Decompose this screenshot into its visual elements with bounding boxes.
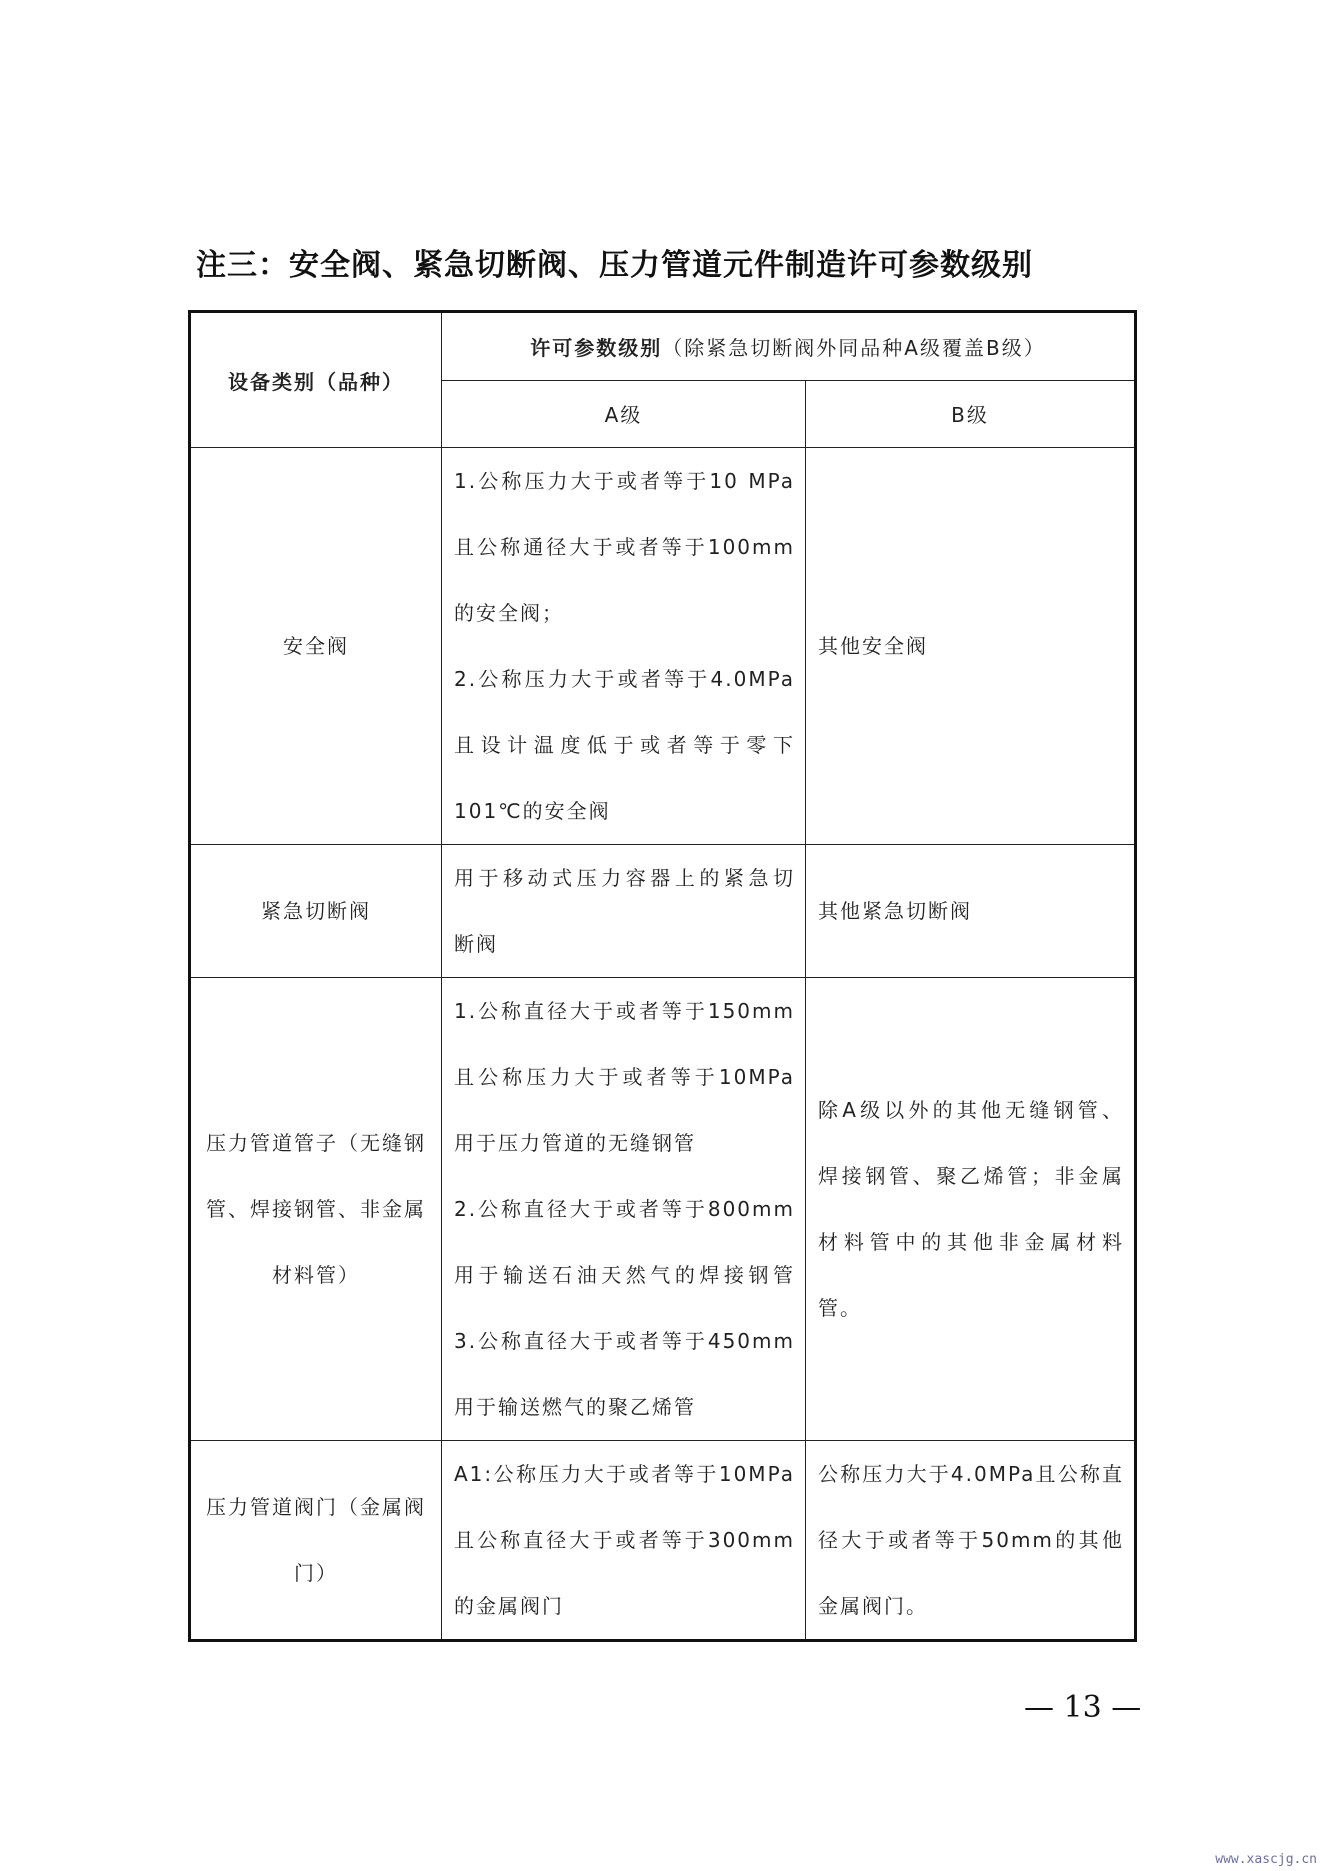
permit-level-table [188, 310, 1137, 1642]
header-level-note: （除紧急切断阀外同品种A级覆盖B级） [662, 335, 1046, 360]
level-a-line: 且公称直径大于或者等于300mm [454, 1528, 795, 1552]
category-line: 压力管道管子（无缝钢 [206, 1131, 426, 1155]
category-line: 压力管道阀门（金属阀 [206, 1495, 426, 1519]
level-a-line: 且设计温度低于或者等于零下 [454, 733, 795, 757]
header-level-title: 许可参数级别 [530, 335, 663, 360]
header-col-a: A级 [442, 380, 806, 448]
level-a-line: 且公称压力大于或者等于10MPa [454, 1065, 795, 1089]
level-a-line: 的金属阀门 [454, 1594, 564, 1618]
table-row [190, 978, 1136, 1441]
level-a-line: 1.公称压力大于或者等于10 MPa [454, 469, 795, 493]
level-a-line: 用于压力管道的无缝钢管 [454, 1131, 696, 1155]
level-a-line: 的安全阀； [454, 601, 564, 625]
table-row [190, 845, 1136, 978]
level-b-line: 其他紧急切断阀 [818, 899, 972, 923]
page-number: — 13 — [1024, 1690, 1142, 1725]
level-b-line: 除A级以外的其他无缝钢管、 [818, 1098, 1124, 1122]
site-watermark: www.xascjg.cn [1215, 1852, 1317, 1867]
header-category: 设备类别（品种） [190, 312, 442, 448]
level-a-line: 2.公称压力大于或者等于4.0MPa [454, 667, 795, 691]
category-line: 紧急切断阀 [261, 899, 371, 923]
level-b-line: 径大于或者等于50mm的其他 [818, 1528, 1124, 1552]
row-level-a [442, 1441, 806, 1641]
table-header-row [190, 312, 1136, 381]
row-level-b [806, 448, 1136, 845]
level-b-line: 焊接钢管、聚乙烯管；非金属 [818, 1164, 1124, 1188]
level-a-line: 101℃的安全阀 [454, 799, 611, 823]
table-row [190, 1441, 1136, 1641]
table-row [190, 448, 1136, 845]
level-a-line: 3.公称直径大于或者等于450mm [454, 1329, 795, 1353]
level-b-line: 金属阀门。 [818, 1594, 928, 1618]
level-a-line: 1.公称直径大于或者等于150mm [454, 999, 795, 1023]
level-a-line: 用于输送燃气的聚乙烯管 [454, 1395, 696, 1419]
row-category [190, 978, 442, 1441]
row-level-b [806, 845, 1136, 978]
page-title: 注三：安全阀、紧急切断阀、压力管道元件制造许可参数级别 [196, 248, 1033, 283]
level-a-line: 用于输送石油天然气的焊接钢管 [454, 1263, 795, 1287]
header-col-b: B级 [806, 380, 1136, 448]
row-level-a [442, 978, 806, 1441]
category-line: 安全阀 [283, 634, 349, 658]
row-level-a [442, 448, 806, 845]
row-category [190, 1441, 442, 1641]
level-a-line: A1:公称压力大于或者等于10MPa [454, 1462, 795, 1486]
level-b-line: 其他安全阀 [818, 634, 928, 658]
row-category [190, 448, 442, 845]
level-a-line: 且公称通径大于或者等于100mm [454, 535, 795, 559]
row-level-b [806, 1441, 1136, 1641]
level-a-line: 断阀 [454, 932, 498, 956]
level-b-line: 公称压力大于4.0MPa且公称直 [818, 1462, 1124, 1486]
header-level [442, 312, 1136, 381]
level-b-line: 管。 [818, 1296, 862, 1320]
category-line: 材料管） [272, 1263, 360, 1287]
category-line: 门） [294, 1561, 338, 1585]
row-level-b [806, 978, 1136, 1441]
row-level-a [442, 845, 806, 978]
category-line: 管、焊接钢管、非金属 [206, 1197, 426, 1221]
level-a-line: 用于移动式压力容器上的紧急切 [454, 866, 795, 890]
row-category [190, 845, 442, 978]
level-b-line: 材料管中的其他非金属材料 [818, 1230, 1124, 1254]
level-a-line: 2.公称直径大于或者等于800mm [454, 1197, 795, 1221]
